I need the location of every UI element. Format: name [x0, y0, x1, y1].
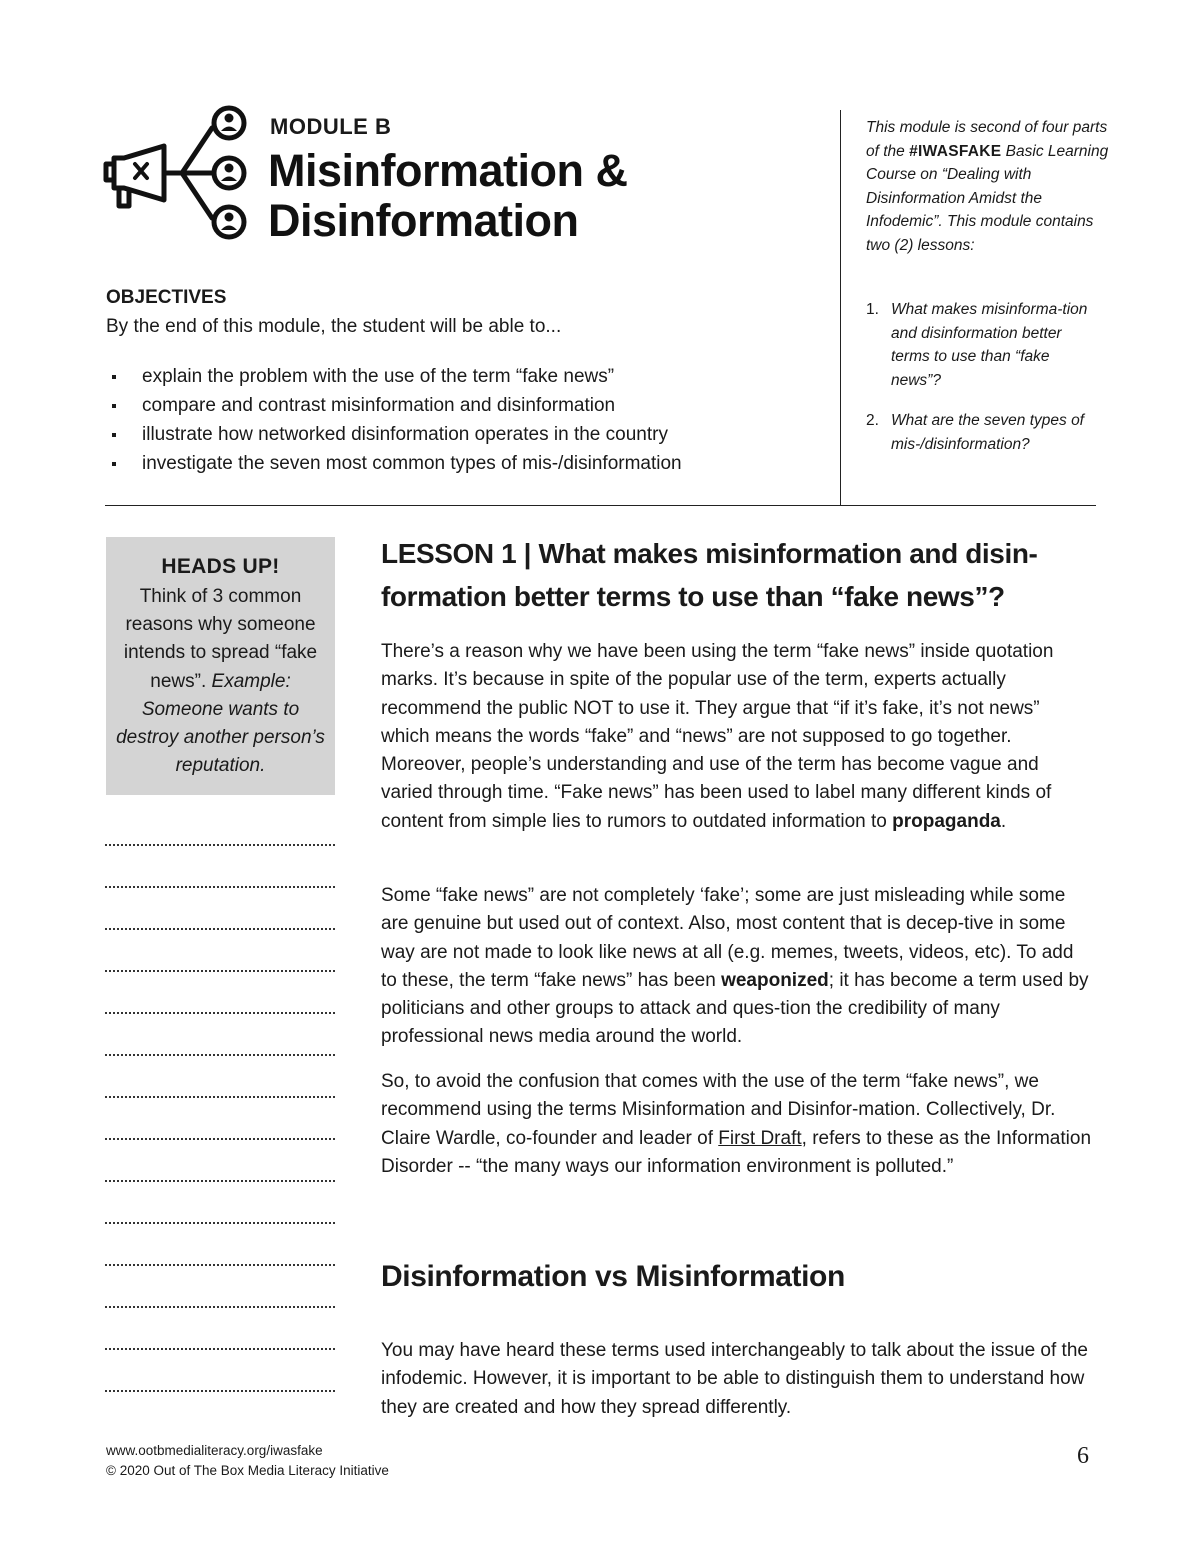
lesson-text: What makes misinforma-tion and disinformation better terms to use than “fake news”? — [891, 301, 1088, 389]
note-line[interactable] — [105, 970, 335, 972]
objective-item: illustrate how networked disinformation operates in the country — [106, 420, 682, 449]
paragraph-text: So, to avoid the confusion that comes with the use of the term “fake news”, we recommend using the terms Misinformation and Disinfor-mation. Collectively, Dr. Claire Wardle, co-founder and leader of — [381, 1071, 1056, 1149]
lesson-paragraph-3 — [381, 1068, 1093, 1181]
note-line[interactable] — [105, 1390, 335, 1392]
paragraph-text-end: . — [1000, 810, 1007, 832]
module-title — [268, 146, 628, 246]
lesson-text: What are the seven types of mis-/disinformation? — [891, 412, 1084, 453]
heads-up-example: Example: Someone wants to destroy another person’s reputation. — [116, 670, 325, 777]
objectives-heading: OBJECTIVES — [106, 287, 227, 308]
objectives-intro: By the end of this module, the student will be able to... — [106, 316, 562, 337]
bold-term-weaponized: weaponized — [721, 969, 829, 991]
lesson-number: 1. — [866, 301, 879, 318]
page-number: 6 — [1077, 1443, 1089, 1469]
objective-item: compare and contrast misinformation and disinformation — [106, 391, 682, 420]
first-draft-link[interactable]: First Draft — [718, 1127, 802, 1149]
module-title-line-1: Misinformation & — [268, 145, 628, 196]
paragraph-text-end: , refers to these as the Information Disorder -- “the many ways our information environment is polluted.” — [381, 1127, 1092, 1177]
note-line[interactable] — [105, 1348, 335, 1350]
lesson-list — [866, 298, 1096, 473]
paragraph-text-end: ; it has become a term used by politicians and other groups to attack and ques-tion the credibility of many professional news media around the world. — [381, 969, 1089, 1048]
objectives-list — [106, 362, 682, 478]
lesson-list-item — [866, 409, 1096, 456]
note-line[interactable] — [105, 1306, 335, 1308]
module-description-text-end: Basic Learning Course on “Dealing with Disinformation Amidst the Infodemic”. This module contains two (2) lessons: — [866, 142, 1109, 254]
footer-url[interactable]: www.ootbmedialiteracy.org/iwasfake — [106, 1443, 323, 1458]
module-title-line-2: Disinformation — [268, 195, 579, 246]
note-line[interactable] — [105, 1054, 335, 1056]
horizontal-divider — [105, 505, 1096, 506]
objective-item: explain the problem with the use of the term “fake news” — [106, 362, 682, 391]
module-description-text: This module is second of four parts of the — [866, 119, 1108, 160]
heads-up-title: HEADS UP! — [161, 555, 280, 578]
note-line[interactable] — [105, 844, 335, 846]
paragraph-text: There’s a reason why we have been using the term “fake news” inside quotation marks. It’s because in spite of the popular use of the term, experts actually recommend the public NOT to use it. They argue that “if it’s fake, it’s not news” which means the words “fake” and “news” are not supposed to go together. Moreover, people’s understanding and use of the term has become vague and varied through time. “Fake news” has been used to label many different kinds of content from simple lies to rumors to outdated information to — [381, 641, 1054, 832]
note-line[interactable] — [105, 1096, 335, 1098]
note-line[interactable] — [105, 1138, 335, 1140]
paragraph-text: Some “fake news” are not completely ‘fake’; some are just misleading while some are genuine but used out of context. Also, most content that is decep-tive in some way are not made to look like news at all (e.g. memes, tweets, videos, etc). To add to these, the term “fake news” has been — [381, 885, 1074, 991]
heads-up-box — [106, 537, 335, 795]
note-line[interactable] — [105, 1012, 335, 1014]
lesson-number: 2. — [866, 412, 879, 429]
module-description — [866, 116, 1111, 257]
objective-item: investigate the seven most common types of mis-/disinformation — [106, 449, 682, 478]
megaphone-network-icon — [102, 100, 262, 245]
lesson-paragraph-1 — [381, 638, 1093, 836]
heads-up-text — [106, 583, 335, 780]
bold-term-propaganda: propaganda — [892, 810, 1001, 832]
heads-up-prompt: Think of 3 common reasons why someone intends to spread “fake news”. — [123, 586, 318, 692]
module-label: MODULE B — [270, 114, 392, 139]
note-line[interactable] — [105, 1264, 335, 1266]
note-line[interactable] — [105, 1180, 335, 1182]
note-line[interactable] — [105, 886, 335, 888]
section-heading: Disinformation vs Misinformation — [381, 1260, 845, 1293]
lesson-paragraph-4: You may have heard these terms used interchangeably to talk about the issue of the infodemic. However, it is important to be able to distinguish them to understand how they are created and how they spread differently. — [381, 1340, 1088, 1418]
note-line[interactable] — [105, 928, 335, 930]
footer-copyright: © 2020 Out of The Box Media Literacy Initiative — [106, 1463, 389, 1478]
hashtag-iwasfake: #IWASFAKE — [909, 142, 1002, 160]
lesson-title: LESSON 1 | What makes misinformation and disin-formation better terms to use than “fake news”? — [381, 538, 1038, 612]
note-line[interactable] — [105, 1222, 335, 1224]
lesson-list-item — [866, 298, 1096, 392]
lesson-paragraph-2 — [381, 882, 1093, 1052]
vertical-divider — [840, 110, 841, 506]
